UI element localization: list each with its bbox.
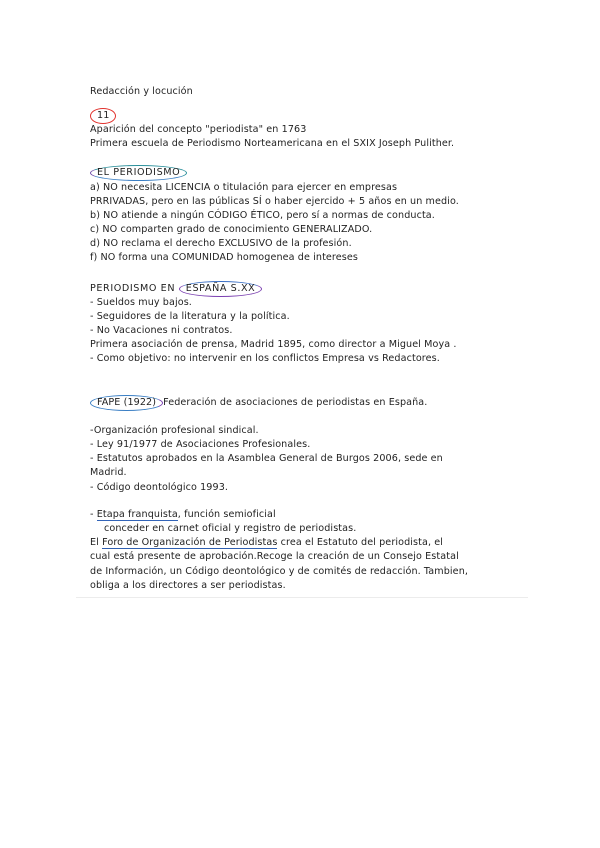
circled-number: 11 xyxy=(90,108,116,124)
fape-item: - Ley 91/1977 de Asociaciones Profesionales. xyxy=(90,439,311,450)
periodismo-item: a) NO necesita LICENCIA o titulación para ejercer en empresas xyxy=(90,182,398,193)
espana-item: - Sueldos muy bajos. xyxy=(90,297,192,308)
fape-item: - Código deontológico 1993. xyxy=(90,482,229,493)
foro-line-1 xyxy=(90,537,443,549)
periodismo-item: f) NO forma una COMUNIDAD homogenea de intereses xyxy=(90,252,358,263)
intro-line-2: Primera escuela de Periodismo Norteamericana en el SXIX Joseph Pulither. xyxy=(90,138,455,149)
foro-line-2a: cual está presente de aprobación. xyxy=(90,551,257,562)
etapa-line xyxy=(90,509,276,521)
circled-espana: ESPAÑA S.XX xyxy=(179,281,263,297)
section-number xyxy=(90,110,116,122)
foro-start: El xyxy=(90,537,103,548)
periodismo-item: PRRIVADAS, pero en las públicas SÍ o haber ejercido + 5 años en un medio. xyxy=(90,196,459,207)
foro-mid: crea el Estatuto del periodista, el xyxy=(277,537,444,548)
fape-item: Madrid. xyxy=(90,467,127,478)
etapa-franquista: Etapa franquista xyxy=(96,509,178,520)
espana-heading xyxy=(90,283,262,295)
foro-line-4: obliga a los directores a ser periodistas. xyxy=(90,580,286,591)
circled-heading: EL PERIODISMO xyxy=(90,165,187,181)
foro-line-2 xyxy=(90,551,459,563)
periodismo-heading xyxy=(90,167,187,179)
foro-organizacion: Foro de Organización de Periodistas xyxy=(102,537,278,548)
espana-heading-prefix: PERIODISMO EN xyxy=(90,283,179,294)
intro-line-1: Aparición del concepto "periodista" en 1763 xyxy=(90,124,307,135)
espana-item: - Como objetivo: no intervenir en los conflictos Empresa vs Redactores. xyxy=(90,353,440,364)
fape-item: -Organización profesional sindical. xyxy=(90,425,259,436)
fape-heading xyxy=(90,397,427,409)
circled-fape: FAPE (1922) xyxy=(90,395,163,411)
foro-line-2b: Recoge la creación de un Consejo Estatal xyxy=(256,551,459,562)
espana-item: - No Vacaciones ni contratos. xyxy=(90,325,233,336)
foro-line-3: de Información, un Código deontológico y de comités de redacción. Tambien, xyxy=(90,566,469,577)
etapa-line-2: conceder en carnet oficial y registro de periodistas. xyxy=(104,523,357,534)
periodismo-item: b) NO atiende a ningún CÓDIGO ÉTICO, pero sí a normas de conducta. xyxy=(90,210,435,221)
etapa-rest: , función semioficial xyxy=(177,509,276,520)
espana-item: Primera asociación de prensa, Madrid 1895, como director a Miguel Moya . xyxy=(90,339,457,350)
fape-item: - Estatutos aprobados en la Asamblea General de Burgos 2006, sede en xyxy=(90,453,443,464)
etapa-dash: - xyxy=(90,509,97,520)
fape-heading-rest: Federación de asociaciones de periodistas en España. xyxy=(163,397,428,408)
page-title: Redacción y locución xyxy=(90,86,193,97)
periodismo-item: c) NO comparten grado de conocimiento GENERALIZADO. xyxy=(90,224,373,235)
periodismo-item: d) NO reclama el derecho EXCLUSIVO de la profesión. xyxy=(90,238,352,249)
page-divider xyxy=(76,597,528,598)
espana-item: - Seguidores de la literatura y la política. xyxy=(90,311,290,322)
